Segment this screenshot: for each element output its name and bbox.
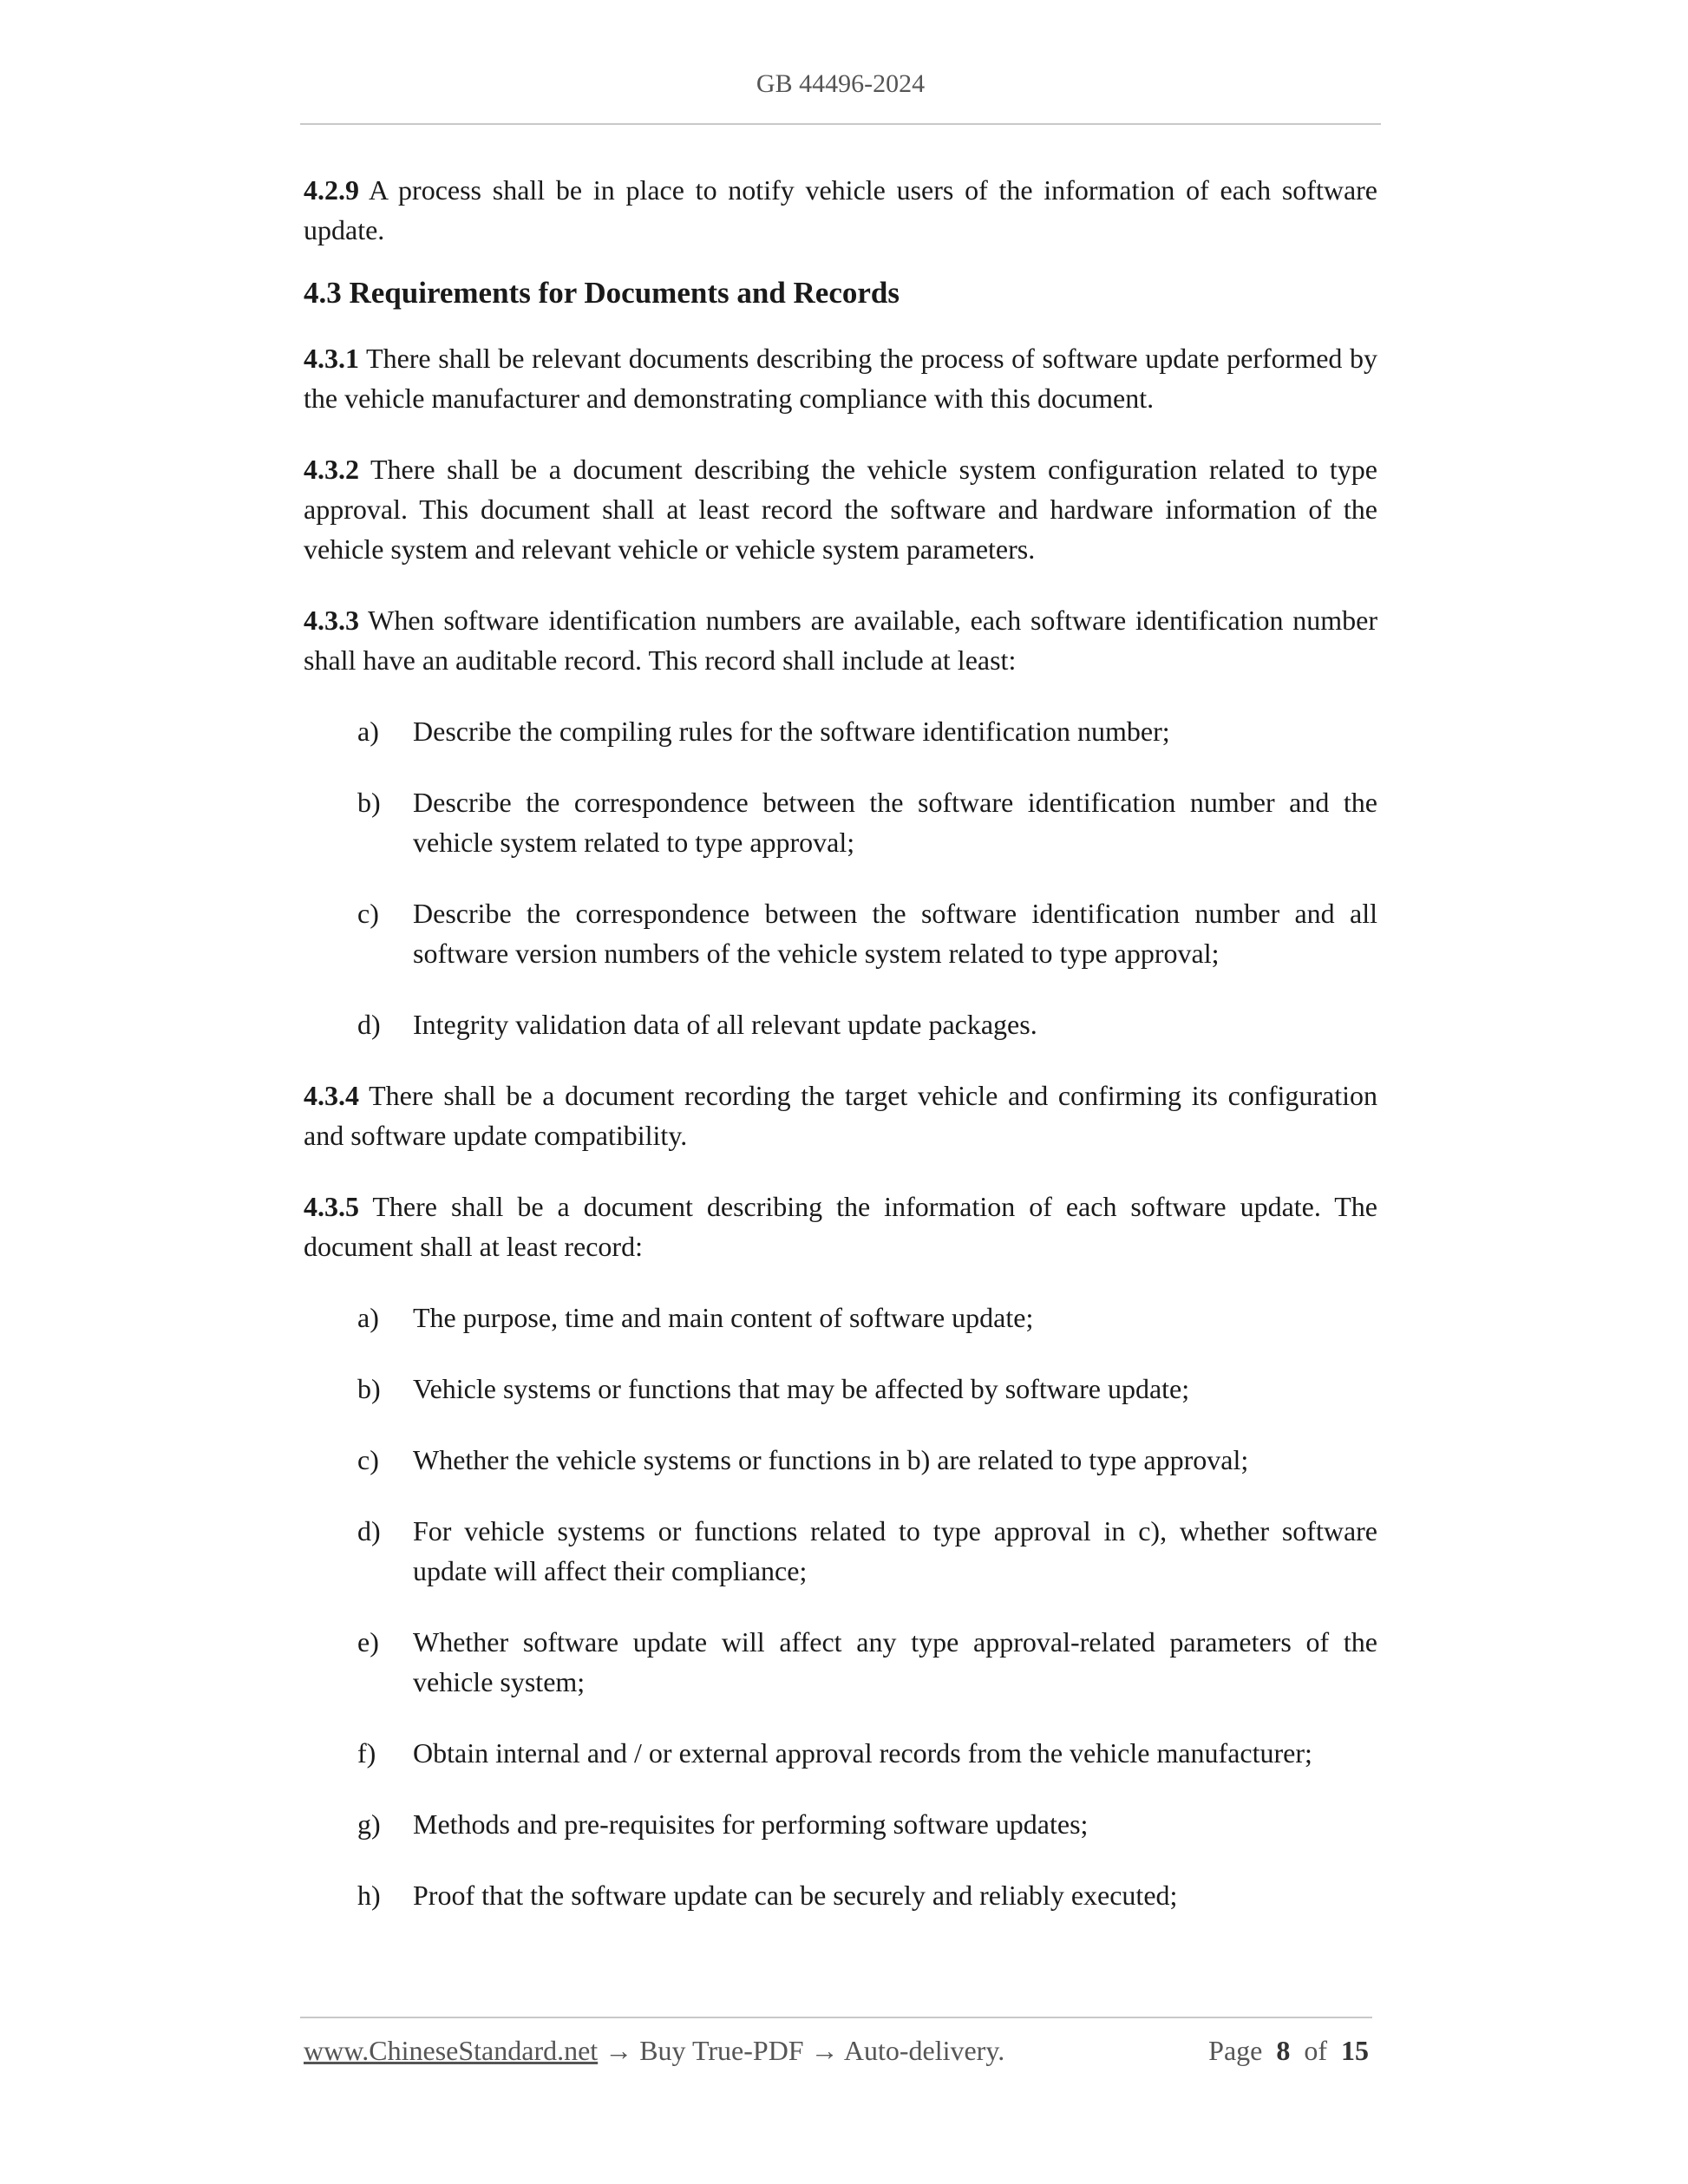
clause-number: 4.3.1	[304, 343, 359, 374]
list-item	[304, 1875, 1377, 1915]
list-item	[304, 893, 1377, 973]
list-item-text: Integrity validation data of all relevant update packages.	[413, 1009, 1037, 1040]
list-item-text: For vehicle systems or functions related to type approval in c), whether software update will affect their compliance;	[413, 1515, 1377, 1586]
list-item-text: Methods and pre-requisites for performing software updates;	[413, 1808, 1089, 1840]
clause-text: When software identification numbers are available, each software identification number shall have an auditable record. This record shall include at least:	[304, 605, 1377, 676]
clause-4-3-2	[304, 449, 1377, 569]
list-item-label: c)	[357, 898, 379, 929]
list-item	[304, 1004, 1377, 1044]
list-item	[304, 1622, 1377, 1702]
website-link[interactable]: www.ChineseStandard.net	[304, 2035, 599, 2066]
clause-4-3-4	[304, 1076, 1377, 1155]
header-divider	[300, 123, 1381, 125]
clause-text: There shall be a document describing the vehicle system configuration related to type approval. This document shall at least record the software and hardware information of the vehicle system and relevant vehicle or vehicle system parameters.	[304, 454, 1377, 565]
clause-text: There shall be a document describing the information of each software update. The document shall at least record:	[304, 1191, 1377, 1262]
list-item-text: Whether software update will affect any type approval-related parameters of the vehicle system;	[413, 1626, 1377, 1697]
list-item-label: c)	[357, 1444, 379, 1475]
list-item-label: h)	[357, 1880, 381, 1911]
list-item-text: Describe the compiling rules for the software identification number;	[413, 716, 1170, 747]
list-item	[304, 1298, 1377, 1337]
list-item-label: d)	[357, 1009, 381, 1040]
page-footer	[304, 2035, 1369, 2067]
clause-text: A process shall be in place to notify vehicle users of the information of each software update.	[304, 174, 1377, 245]
list-item-label: b)	[357, 1373, 381, 1404]
footer-promo	[304, 2035, 1004, 2067]
clause-4-3-5	[304, 1187, 1377, 1266]
list-item-label: b)	[357, 787, 381, 818]
list-item	[304, 1511, 1377, 1591]
list-item	[304, 1369, 1377, 1409]
list-item-text: Proof that the software update can be securely and reliably executed;	[413, 1880, 1178, 1911]
clause-number: 4.3.3	[304, 605, 359, 636]
list-item-label: a)	[357, 716, 379, 747]
list-item-label: d)	[357, 1515, 381, 1546]
page-word: Page	[1208, 2035, 1263, 2066]
section-heading: 4.3 Requirements for Documents and Records	[304, 276, 900, 310]
clause-text: There shall be relevant documents describing the process of software update performed by the vehicle manufacturer and demonstrating compliance with this document.	[304, 343, 1377, 414]
list-item-text: Describe the correspondence between the software identification number and all software version numbers of the vehicle system related to type approval;	[413, 898, 1377, 969]
list-item-text: Whether the vehicle systems or functions in b) are related to type approval;	[413, 1444, 1249, 1475]
page-indicator	[1208, 2035, 1369, 2067]
clause-4-2-9	[304, 170, 1377, 250]
list-item-text: The purpose, time and main content of software update;	[413, 1302, 1034, 1333]
list-item	[304, 782, 1377, 862]
clause-number: 4.3.2	[304, 454, 359, 485]
list-item-text: Obtain internal and / or external approval records from the vehicle manufacturer;	[413, 1737, 1312, 1769]
list-item-label: a)	[357, 1302, 379, 1333]
list-item-text: Vehicle systems or functions that may be affected by software update;	[413, 1373, 1190, 1404]
page-number: 8	[1276, 2035, 1291, 2066]
footer-tagline: → Buy True-PDF → Auto-delivery.	[598, 2035, 1005, 2066]
list-item	[304, 1440, 1377, 1480]
list-item-label: f)	[357, 1737, 376, 1769]
clause-4-3-3	[304, 600, 1377, 680]
list-item-label: e)	[357, 1626, 379, 1658]
page-content	[304, 170, 1377, 1915]
clause-number: 4.3.5	[304, 1191, 359, 1222]
list-item-label: g)	[357, 1808, 381, 1840]
list-item-text: Describe the correspondence between the software identification number and the vehicle system related to type approval;	[413, 787, 1377, 858]
running-header: GB 44496-2024	[756, 69, 926, 98]
list-item	[304, 711, 1377, 751]
clause-number: 4.2.9	[304, 174, 359, 206]
list-item	[304, 1804, 1377, 1844]
clause-number: 4.3.4	[304, 1080, 359, 1111]
of-word: of	[1304, 2035, 1327, 2066]
clause-4-3-1	[304, 338, 1377, 418]
page-total: 15	[1341, 2035, 1369, 2066]
footer-divider	[300, 2017, 1372, 2018]
clause-text: There shall be a document recording the target vehicle and confirming its configuration and software update compatibility.	[304, 1080, 1377, 1151]
list-item	[304, 1733, 1377, 1773]
